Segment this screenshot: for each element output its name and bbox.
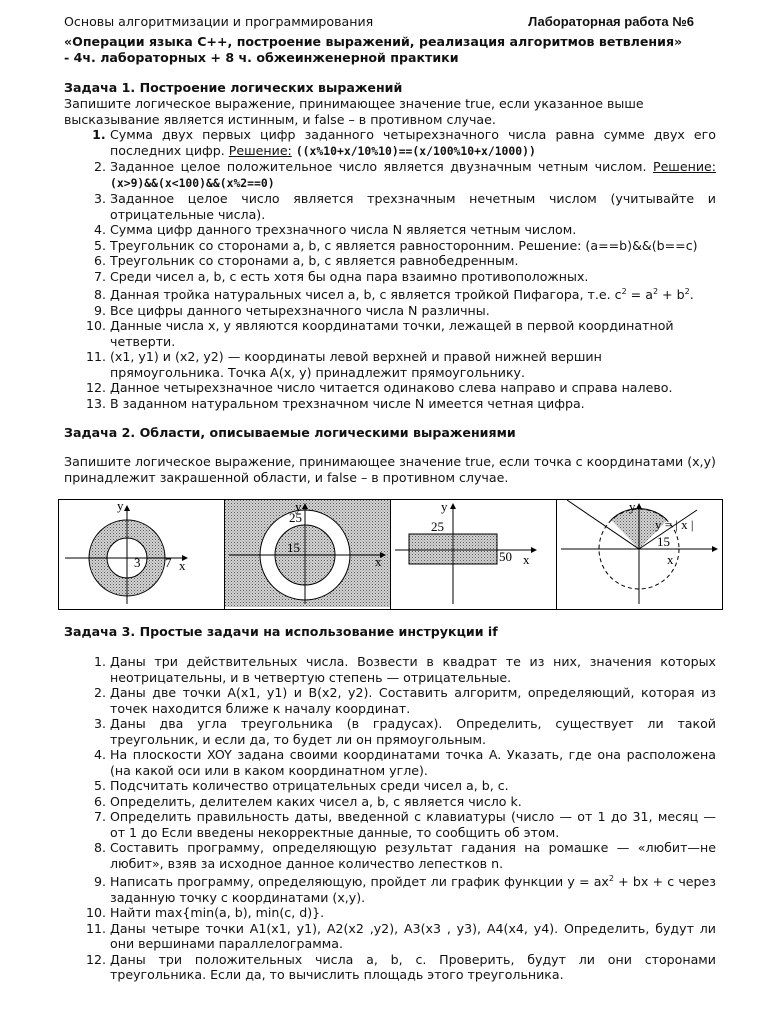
task1-item: 8. Данная тройка натуральных чисел a, b, c является тройкой Пифагора, т.е. $c^2 = a^2 + b^2$. — [110, 284, 716, 303]
x-axis-label: x — [375, 554, 382, 570]
document-page — [64, 14, 716, 983]
task1-item: 6. Треугольник со сторонами a, b, c является равнобедренным. — [110, 253, 716, 269]
solution-label: Решение: — [228, 142, 292, 158]
task1-list — [64, 127, 716, 411]
course-name: Основы алгоритмизации и программирования — [64, 14, 374, 29]
function-label: y = | x | — [655, 517, 694, 533]
figure-2-square-ring — [225, 500, 391, 609]
lab-title-line2: - 4ч. лабораторных + 8 ч. обжеинженерной практики — [64, 50, 459, 65]
task1-intro: Запишите логическое выражение, принимающее значение true, если указанное выше высказывание является истинным, и false – в противном случае. — [64, 96, 644, 127]
height-label: 25 — [431, 519, 444, 535]
task3-item: 6. Определить, делителем каких чисел a, b, c является число k. — [110, 794, 716, 810]
task1-item: 13. В заданном натуральном трехзначном числе N имеется четная цифра. — [110, 396, 716, 412]
task3-item: 11. Даны четыре точки A1(x1, y1), A2(x2 ,y2), A3(x3 , y3), A4(x4, y4). Определить, будут ли они вершинами параллелограмма. — [110, 921, 716, 952]
task1-item: 12. Данное четырехзначное число читается одинаково слева направо и справа налево. — [110, 380, 716, 396]
lab-number: Лабораторная работа №6 — [528, 14, 694, 29]
outer-radius-label: 25 — [289, 510, 302, 526]
task3-item: 7. Определить правильность даты, введенной с клавиатуры (число — от 1 до 31, месяц — от 1 до Если введены некорректные данные, то сообщить об этом. — [110, 809, 716, 840]
task3-item: 1. Даны три действительных числа. Возвести в квадрат те из них, значения которых неотрицательны, и в четвертую степень — отрицательные. — [110, 654, 716, 685]
task3-heading: Задача 3. Простые задачи на использование инструкции if — [64, 624, 498, 640]
task3-item: 9. Написать программу, определяющую, пройдет ли график функции $y = ax^2$ + bx + c через заданную точку с координатами (x,y). — [110, 871, 716, 905]
inner-radius-label: 3 — [134, 555, 141, 571]
task1-item: 5. Треугольник со сторонами a, b, c является равносторонним. Решение: (a==b)&&(b==c) — [110, 238, 716, 254]
figures-strip — [58, 499, 723, 610]
x-axis-label: x — [667, 552, 674, 568]
figure-4-sector — [557, 500, 722, 609]
task1-item: 4. Сумма цифр данного трехзначного числа N является четным числом. — [110, 222, 716, 238]
page-header — [64, 14, 716, 32]
task3-item: 4. На плоскости XOY задана своими координатами точка A. Указать, где она расположена (на какой оси или в каком координатном угле). — [110, 747, 716, 778]
task3-item: 10. Найти max{min(a, b), min(c, d)}. — [110, 905, 716, 921]
x-axis-label: x — [523, 552, 530, 568]
task1-item: 9. Все цифры данного четырехзначного числа N различны. — [110, 303, 716, 319]
inner-radius-label: 15 — [287, 540, 300, 556]
solution-code: ((x%10+x/10%10)==(x/100%10+x/1000)) — [295, 143, 536, 158]
task3-item: 3. Даны два угла треугольника (в градусах). Определить, существует ли такой треугольник, и если да, то будет ли он прямоугольным. — [110, 716, 716, 747]
task1-item: 1. Сумма двух первых цифр заданного четырехзначного числа равна сумме двух его последних цифр. Решение: ((x%10+x/10%10)==(x/100%10+x/1000)) — [110, 127, 716, 159]
figure-3-rectangle — [391, 500, 557, 609]
task3-list — [64, 654, 716, 983]
task3-item: 8. Составить программу, определяющую результат гадания на ромашке — «любит—не любит», взяв за исходное данное количество лепестков n. — [110, 840, 716, 871]
task1-item: 11. (x1, y1) и (x2, y2) — координаты левой верхней и правой нижней вершин прямоугольника. Точка A(x, y) принадлежит прямоугольнику. — [110, 349, 716, 380]
y-axis-label: y — [295, 500, 302, 515]
task3-item: 5. Подсчитать количество отрицательных среди чисел a, b, c. — [110, 778, 716, 794]
task1-item: 3. Заданное целое число является трехзначным нечетным числом (учитывайте и отрицательные числа). — [110, 191, 716, 222]
task3-item: 2. Даны две точки A(x1, y1) и B(x2, y2). Составить алгоритм, определяющий, которая из точек находится ближе к началу координат. — [110, 685, 716, 716]
y-axis-label: y — [117, 500, 124, 514]
task1-item: 2. Заданное целое положительное число является двузначным четным числом. Решение: (x>9)&&(x<100)&&(x%2==0) — [110, 159, 716, 191]
lab-title-line1: «Операции языка С++, построение выражений, реализация алгоритмов ветвления» — [64, 34, 683, 49]
task3-item: 12. Даны три положительных числа a, b, c. Проверить, будут ли они сторонами треугольника. Если да, то вычислить площадь этого треугольника. — [110, 952, 716, 983]
figure-1-annulus — [59, 500, 225, 609]
width-label: 50 — [499, 549, 512, 565]
radius-label: 15 — [657, 534, 670, 550]
solution-code: (x>9)&&(x<100)&&(x%2==0) — [110, 175, 275, 190]
task1-item: 7. Среди чисел a, b, c есть хотя бы одна пара взаимно противоположных. — [110, 269, 716, 285]
solution-label: Решение: — [652, 159, 716, 174]
x-axis-label: x — [179, 558, 186, 574]
task1-heading: Задача 1. Построение логических выражений — [64, 80, 403, 95]
y-axis-label: y — [441, 500, 448, 515]
lab-title — [64, 34, 716, 66]
y-axis-label: y — [629, 500, 636, 515]
task2-heading: Задача 2. Области, описываемые логическими выражениями — [64, 425, 516, 441]
outer-radius-label: 7 — [165, 555, 172, 571]
task2-intro: Запишите логическое выражение, принимающее значение true, если точка с координатами (x,y) принадлежит закрашенной области, и false – в противном случае. — [64, 454, 716, 485]
task1-item: 10. Данные числа x, y являются координатами точки, лежащей в первой координатной четверти. — [110, 318, 716, 349]
